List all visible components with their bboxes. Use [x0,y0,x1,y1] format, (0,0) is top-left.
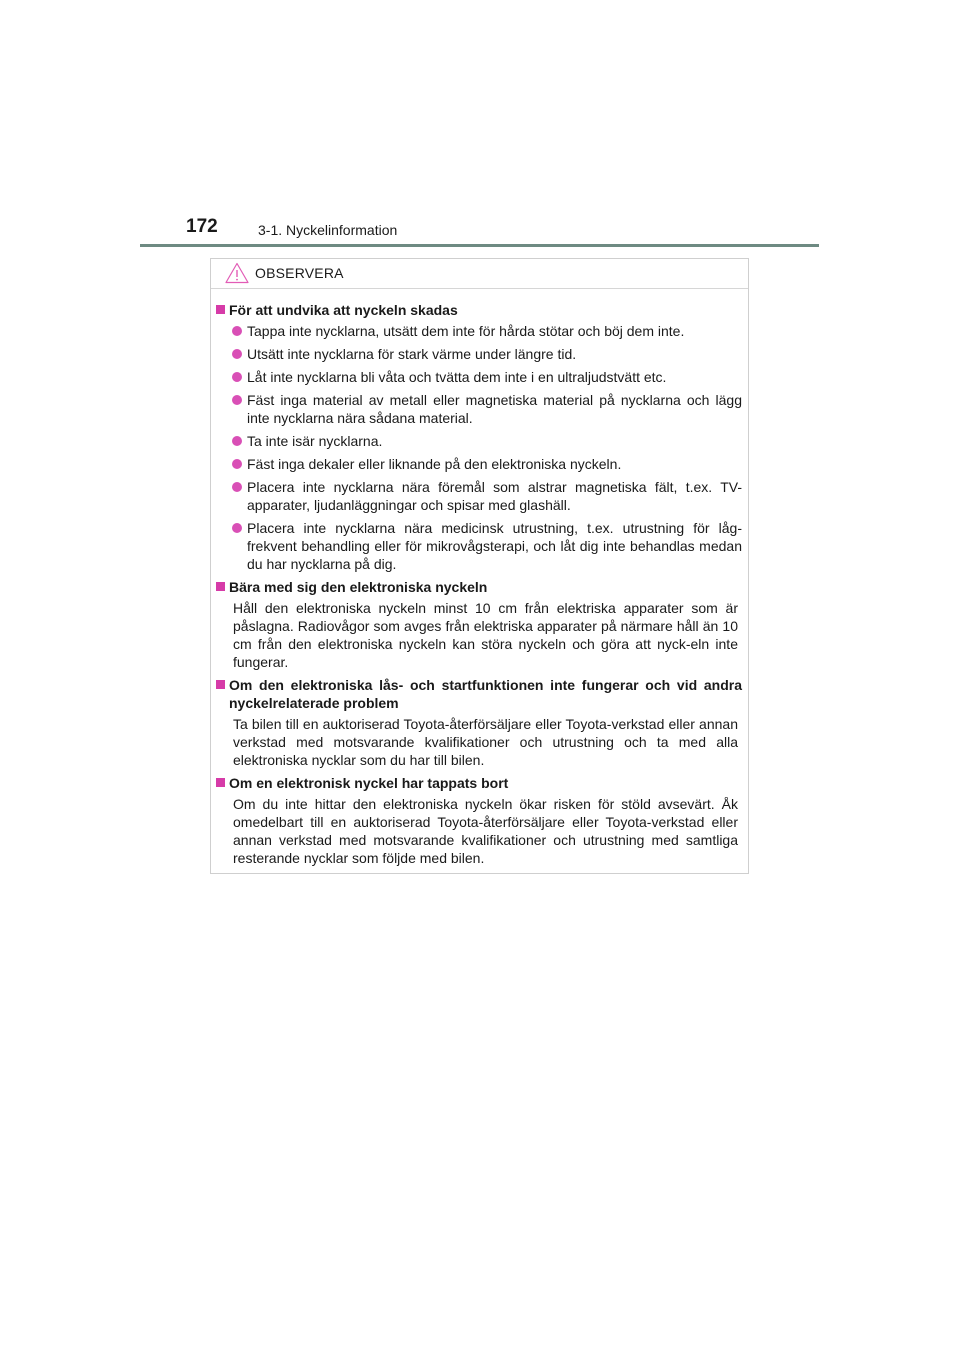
header-rule [140,244,819,247]
list-item [215,368,742,386]
section-heading [215,676,742,712]
list-item-text: Ta inte isär nycklarna. [247,433,383,449]
list-item-text: Tappa inte nycklarna, utsätt dem inte för hårda stötar och böj dem inte. [247,323,685,339]
section-heading-text: Bära med sig den elektroniska nyckeln [229,579,488,595]
list-item-text: Placera inte nycklarna nära föremål som alstrar magnetiska fält, t.ex. TV-apparater, ljudanläggningar och spisar med glashäll. [247,479,742,513]
list-item [215,432,742,450]
notice-header [211,259,748,289]
section-paragraph: Håll den elektroniska nyckeln minst 10 cm från elektriska apparater som är påslagna. Radiovågor som avges från elektriska apparater på närmare håll än 10 cm från den elektroniska nyckeln kan störa nyckeln och göra att nyck-eln inte fungerar. [233,600,738,670]
round-bullet-icon [232,372,242,382]
notice-box [210,258,749,874]
round-bullet-icon [232,523,242,533]
section-heading [215,301,742,319]
warning-triangle-icon [225,262,249,284]
section-heading-text: För att undvika att nyckeln skadas [229,302,458,318]
section-heading-text: Om en elektronisk nyckel har tappats bort [229,775,509,791]
section-heading [215,578,742,596]
square-bullet-icon [216,305,225,314]
section-heading [215,774,742,792]
round-bullet-icon [232,326,242,336]
list-item [215,345,742,363]
list-item [215,455,742,473]
round-bullet-icon [232,436,242,446]
round-bullet-icon [232,459,242,469]
list-item [215,478,742,514]
square-bullet-icon [216,778,225,787]
list-item [215,391,742,427]
square-bullet-icon [216,680,225,689]
list-item [215,519,742,573]
square-bullet-icon [216,582,225,591]
page-number: 172 [186,216,218,237]
section-title: 3-1. Nyckelinformation [258,222,398,238]
round-bullet-icon [232,395,242,405]
notice-label: OBSERVERA [255,265,344,281]
round-bullet-icon [232,482,242,492]
round-bullet-icon [232,349,242,359]
list-item-text: Fäst inga material av metall eller magnetiska material på nycklarna och lägg inte nycklarna nära sådana material. [247,392,742,426]
section-heading-text: Om den elektroniska lås- och startfunktionen inte fungerar och vid andra nyckelrelaterade problem [229,677,742,711]
section-paragraph: Om du inte hittar den elektroniska nyckeln ökar risken för stöld avsevärt. Åk omedelbart till en auktoriserad Toyota-återförsäljare eller Toyota-verkstad eller annan verkstad med motsvarande kvalifikationer och utrustning med samtliga resterande nycklar som följde med bilen. [233,796,738,866]
section-paragraph: Ta bilen till en auktoriserad Toyota-återförsäljare eller Toyota-verkstad eller annan verkstad med motsvarande kvalifikationer och utrustning och ta med alla elektroniska nycklar som du har till bilen. [233,716,738,768]
list-item-text: Fäst inga dekaler eller liknande på den elektroniska nyckeln. [247,456,622,472]
page-header [140,214,820,248]
notice-body [211,289,748,867]
list-item-text: Låt inte nycklarna bli våta och tvätta dem inte i en ultraljudstvätt etc. [247,369,667,385]
list-item-text: Placera inte nycklarna nära medicinsk utrustning, t.ex. utrustning för låg-frekvent behandling eller för mikrovågsterapi, och låt dig inte behandlas medan du har nycklarna på dig. [247,520,742,572]
list-item-text: Utsätt inte nycklarna för stark värme under längre tid. [247,346,577,362]
list-item [215,322,742,340]
